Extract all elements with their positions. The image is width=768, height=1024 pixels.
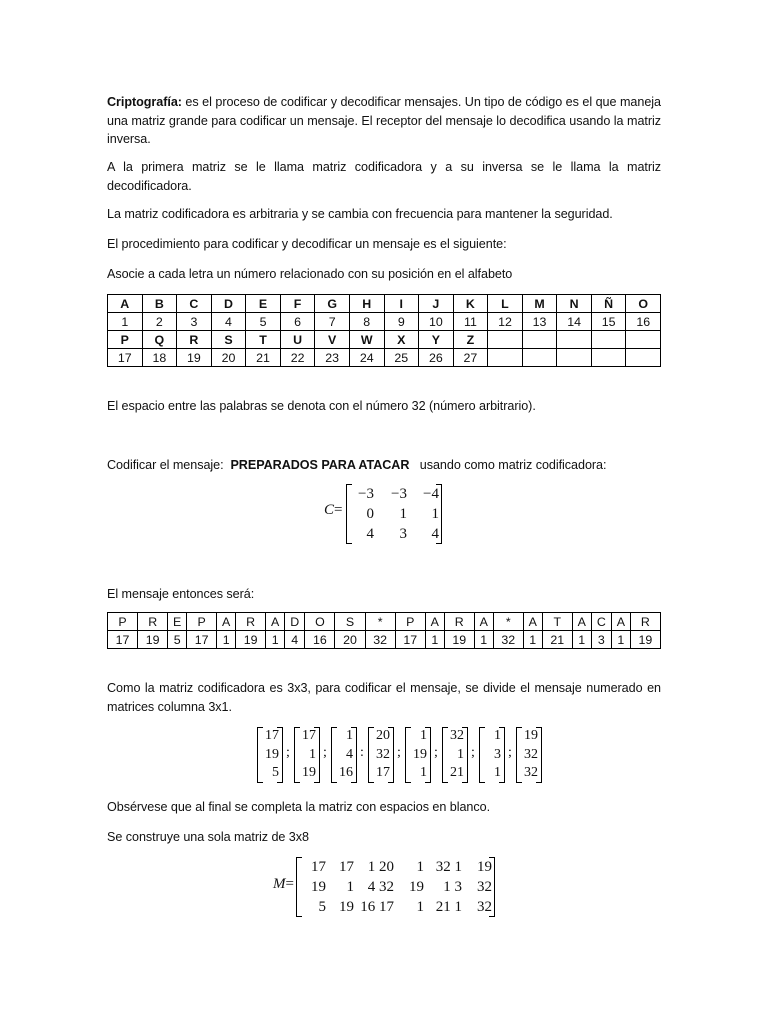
- matrix-m-entry: 21 1: [435, 898, 462, 915]
- column-separator: ;: [434, 745, 438, 760]
- alphabet-letter-cell: B: [142, 295, 177, 313]
- message-letter-cell: A: [266, 613, 285, 631]
- column-vector: [257, 727, 283, 783]
- alphabet-letter-cell: V: [315, 331, 350, 349]
- message-letter-cell: A: [572, 613, 591, 631]
- alphabet-number-cell: 8: [349, 313, 384, 331]
- matrix-m-row: [304, 877, 492, 897]
- alphabet-letter-cell: G: [315, 295, 350, 313]
- alphabet-number-cell: 6: [280, 313, 315, 331]
- matrix-m-entry: 1 3: [443, 878, 462, 895]
- alphabet-letter-cell: P: [108, 331, 143, 349]
- column-vector-entry: 19: [265, 746, 279, 762]
- alphabet-number-cell: 24: [349, 349, 384, 367]
- column-vector-entry: 1: [420, 728, 427, 743]
- column-vector-entry: 19: [413, 746, 427, 762]
- matrix-c-entry: −3: [391, 485, 407, 502]
- message-letter-cell: A: [425, 613, 444, 631]
- matrix-m-row: [304, 857, 492, 877]
- alphabet-letter-cell: [522, 331, 557, 349]
- alphabet-letter-cell: A: [108, 295, 143, 313]
- alphabet-number-cell: 18: [142, 349, 177, 367]
- column-vector-entry: 21: [450, 765, 464, 781]
- column-vector-entry: 32: [524, 765, 538, 781]
- matrix-m-entry: 1: [416, 858, 424, 875]
- message-number-cell: 32: [365, 631, 395, 649]
- alphabet-letter-cell: T: [246, 331, 281, 349]
- message-letter-cell: D: [285, 613, 305, 631]
- column-vector-entry: 19: [302, 765, 316, 781]
- column-vector-entry: 1: [457, 746, 464, 762]
- alphabet-letter-cell: R: [177, 331, 212, 349]
- column-vector-entry: 16: [339, 765, 353, 781]
- matrix-c-entry: 4: [366, 525, 374, 542]
- message-letter-cell: P: [108, 613, 138, 631]
- matrix-c-entry: −3: [358, 485, 374, 502]
- intro-paragraph: [107, 93, 661, 149]
- message-number-cell: 20: [335, 631, 365, 649]
- message-letter-cell: R: [138, 613, 168, 631]
- message-letter-cell: C: [591, 613, 611, 631]
- matrix-m-row: [304, 897, 492, 917]
- message-table: [107, 612, 661, 649]
- message-letter-cell: A: [474, 613, 493, 631]
- message-letter-cell: *: [493, 613, 523, 631]
- matrix-m-entry: 32: [477, 878, 492, 895]
- matrix-m-entry: 1 20: [367, 858, 394, 875]
- message-letter-cell: A: [611, 613, 630, 631]
- matrix-m: [296, 857, 495, 917]
- alphabet-number-cell: 23: [315, 349, 350, 367]
- message-number-cell: 1: [474, 631, 493, 649]
- term-criptografia: Criptografía:: [107, 95, 182, 109]
- alphabet-number-cell: 19: [177, 349, 212, 367]
- alphabet-letter-cell: C: [177, 295, 212, 313]
- alphabet-number-cell: 14: [557, 313, 592, 331]
- alphabet-number-cell: 21: [246, 349, 281, 367]
- column-vector-entry: 1: [420, 765, 427, 781]
- column-vectors: [257, 727, 538, 783]
- paragraph-asocie: Asocie a cada letra un número relacionado con su posición en el alfabeto: [107, 267, 513, 281]
- matrix-c-row: [354, 484, 439, 504]
- message-letter-cell: *: [365, 613, 395, 631]
- column-vector: [294, 727, 320, 783]
- matrix-m-entry: 4 32: [367, 878, 394, 895]
- alphabet-number-cell: 11: [453, 313, 488, 331]
- alphabet-row: [108, 349, 661, 367]
- message-letter-cell: S: [335, 613, 365, 631]
- alphabet-row: [108, 313, 661, 331]
- message-row: [108, 631, 661, 649]
- matrix-c-row: [354, 504, 439, 524]
- matrix-m-entry: 32 1: [435, 858, 462, 875]
- message-letter-cell: R: [630, 613, 660, 631]
- alphabet-letter-cell: H: [349, 295, 384, 313]
- column-vector-entry: 32: [450, 728, 464, 743]
- column-separator: :: [360, 745, 364, 760]
- alphabet-number-cell: 5: [246, 313, 281, 331]
- alphabet-number-cell: 25: [384, 349, 419, 367]
- alphabet-letter-cell: F: [280, 295, 315, 313]
- alphabet-number-cell: 22: [280, 349, 315, 367]
- matrix-m-label: M=: [273, 876, 294, 892]
- column-vector-entry: 1: [309, 746, 316, 762]
- paragraph-matriz-codificadora: A la primera matriz se le llama matriz codificadora y a su inversa se le llama la matriz decodificadora.: [107, 160, 661, 193]
- alphabet-number-cell: 17: [108, 349, 143, 367]
- column-vector-entry: 20: [376, 728, 390, 743]
- message-letter-cell: A: [523, 613, 542, 631]
- column-vector-entry: 19: [524, 728, 538, 743]
- alphabet-letter-cell: W: [349, 331, 384, 349]
- alphabet-number-cell: 1: [108, 313, 143, 331]
- alphabet-table: [107, 294, 661, 367]
- message-number-cell: 17: [187, 631, 217, 649]
- column-vector-entry: 17: [376, 765, 390, 781]
- column-separator: ;: [471, 745, 475, 760]
- matrix-c-entry: −4: [423, 485, 439, 502]
- message-number-cell: 17: [395, 631, 425, 649]
- alphabet-letter-cell: M: [522, 295, 557, 313]
- alphabet-number-cell: [522, 349, 557, 367]
- message-text: PREPARADOS PARA ATACAR: [230, 458, 410, 472]
- alphabet-number-cell: 2: [142, 313, 177, 331]
- matrix-c-entry: 3: [399, 525, 407, 542]
- alphabet-letter-cell: [557, 331, 592, 349]
- alphabet-letter-cell: I: [384, 295, 419, 313]
- matrix-m-entry: 19: [311, 878, 326, 895]
- alphabet-number-cell: [488, 349, 523, 367]
- alphabet-number-cell: [626, 349, 661, 367]
- alphabet-letter-cell: [626, 331, 661, 349]
- message-row: [108, 613, 661, 631]
- message-number-cell: 17: [108, 631, 138, 649]
- alphabet-letter-cell: X: [384, 331, 419, 349]
- matrix-c-label: C=: [324, 502, 343, 518]
- matrix-m-entry: 17: [311, 858, 326, 875]
- alphabet-number-cell: 26: [419, 349, 454, 367]
- column-separator: ;: [323, 745, 327, 760]
- column-vector-entry: 4: [346, 746, 353, 762]
- alphabet-number-cell: 3: [177, 313, 212, 331]
- matrix-m-entry: 16 17: [360, 898, 394, 915]
- message-letter-cell: E: [168, 613, 187, 631]
- matrix-m-entry: 5: [318, 898, 326, 915]
- matrix-m-entry: 1: [346, 878, 354, 895]
- codificar-label: Codificar el mensaje:: [107, 458, 231, 472]
- column-vector: [331, 727, 357, 783]
- message-number-cell: 1: [611, 631, 630, 649]
- message-number-cell: 3: [591, 631, 611, 649]
- column-vector: [368, 727, 394, 783]
- paragraph-codificar-mensaje: [107, 456, 661, 475]
- message-number-cell: 1: [572, 631, 591, 649]
- column-vector-entry: 3: [494, 746, 501, 762]
- column-vector-entry: 32: [376, 746, 390, 762]
- alphabet-letter-cell: L: [488, 295, 523, 313]
- matrix-m-entry: 32: [477, 898, 492, 915]
- column-vector-entry: 32: [524, 746, 538, 762]
- paragraph-mensaje-sera: El mensaje entonces será:: [107, 587, 255, 601]
- matrix-c: [346, 484, 442, 544]
- alphabet-number-cell: 20: [211, 349, 246, 367]
- column-separator: ;: [508, 745, 512, 760]
- column-vector: [516, 727, 542, 783]
- message-letter-cell: O: [305, 613, 335, 631]
- matrix-c-entry: 4: [431, 525, 439, 542]
- message-number-cell: 4: [285, 631, 305, 649]
- message-number-cell: 16: [305, 631, 335, 649]
- matrix-m-entry: 17: [339, 858, 354, 875]
- alphabet-number-cell: [557, 349, 592, 367]
- column-vector-entry: 5: [272, 765, 279, 781]
- matrix-c-row: [354, 524, 439, 544]
- message-number-cell: 1: [266, 631, 285, 649]
- message-letter-cell: P: [187, 613, 217, 631]
- column-separator: ;: [397, 745, 401, 760]
- message-number-cell: 21: [542, 631, 572, 649]
- paragraph-espacio: El espacio entre las palabras se denota con el número 32 (número arbitrario).: [107, 399, 536, 413]
- alphabet-letter-cell: U: [280, 331, 315, 349]
- paragraph-sola-matriz: Se construye una sola matriz de 3x8: [107, 830, 309, 844]
- column-vector: [479, 727, 505, 783]
- matrix-c-entry: 1: [399, 505, 407, 522]
- message-letter-cell: T: [542, 613, 572, 631]
- alphabet-number-cell: 27: [453, 349, 488, 367]
- column-vector-entry: 1: [346, 728, 353, 743]
- message-number-cell: 19: [444, 631, 474, 649]
- alphabet-letter-cell: Y: [419, 331, 454, 349]
- alphabet-row: [108, 295, 661, 313]
- column-vector-entry: 1: [494, 765, 501, 781]
- message-number-cell: 19: [236, 631, 266, 649]
- alphabet-letter-cell: D: [211, 295, 246, 313]
- alphabet-number-cell: 12: [488, 313, 523, 331]
- message-letter-cell: A: [217, 613, 236, 631]
- alphabet-letter-cell: Z: [453, 331, 488, 349]
- column-separator: ;: [286, 745, 290, 760]
- message-letter-cell: P: [395, 613, 425, 631]
- paragraph-arbitraria: La matriz codificadora es arbitraria y se cambia con frecuencia para mantener la seguridad.: [107, 207, 613, 221]
- message-number-cell: 19: [138, 631, 168, 649]
- alphabet-number-cell: 15: [591, 313, 626, 331]
- column-vector-entry: 17: [265, 728, 279, 743]
- matrix-m-entry: 19: [339, 898, 354, 915]
- alphabet-letter-cell: K: [453, 295, 488, 313]
- paragraph-procedimiento: El procedimiento para codificar y decodificar un mensaje es el siguiente:: [107, 237, 507, 251]
- message-number-cell: 1: [217, 631, 236, 649]
- alphabet-number-cell: 16: [626, 313, 661, 331]
- column-vector: [442, 727, 468, 783]
- column-vector-entry: 1: [494, 728, 501, 743]
- alphabet-letter-cell: [488, 331, 523, 349]
- message-letter-cell: R: [444, 613, 474, 631]
- alphabet-number-cell: 9: [384, 313, 419, 331]
- column-vector: [405, 727, 431, 783]
- alphabet-number-cell: 13: [522, 313, 557, 331]
- codificar-suffix: usando como matriz codificadora:: [409, 458, 607, 472]
- matrix-m-entry: 1: [416, 898, 424, 915]
- paragraph-observese: Obsérvese que al final se completa la matriz con espacios en blanco.: [107, 800, 491, 814]
- alphabet-letter-cell: Ñ: [591, 295, 626, 313]
- alphabet-number-cell: 10: [419, 313, 454, 331]
- message-number-cell: 32: [493, 631, 523, 649]
- matrix-m-entry: 19: [477, 858, 492, 875]
- message-letter-cell: R: [236, 613, 266, 631]
- alphabet-letter-cell: N: [557, 295, 592, 313]
- matrix-c-entry: 1: [431, 505, 439, 522]
- matrix-c-entry: 0: [366, 505, 374, 522]
- alphabet-letter-cell: J: [419, 295, 454, 313]
- matrix-m-entry: 19: [409, 878, 424, 895]
- message-number-cell: 5: [168, 631, 187, 649]
- message-number-cell: 1: [523, 631, 542, 649]
- alphabet-letter-cell: O: [626, 295, 661, 313]
- alphabet-row: [108, 331, 661, 349]
- paragraph-matriz-3x3: Como la matriz codificadora es 3x3, para codificar el mensaje, se divide el mensaje numerado en matrices columna 3x1.: [107, 681, 661, 714]
- alphabet-number-cell: 4: [211, 313, 246, 331]
- alphabet-number-cell: [591, 349, 626, 367]
- alphabet-letter-cell: Q: [142, 331, 177, 349]
- intro-text: es el proceso de codificar y decodificar mensajes. Un tipo de código es el que maneja una matriz grande para codificar un mensaje. El receptor del mensaje lo decodifica usando la matriz inversa.: [107, 95, 661, 146]
- alphabet-number-cell: 7: [315, 313, 350, 331]
- column-vector-entry: 17: [302, 728, 316, 743]
- message-number-cell: 1: [425, 631, 444, 649]
- message-number-cell: 19: [630, 631, 660, 649]
- alphabet-letter-cell: E: [246, 295, 281, 313]
- alphabet-letter-cell: [591, 331, 626, 349]
- alphabet-letter-cell: S: [211, 331, 246, 349]
